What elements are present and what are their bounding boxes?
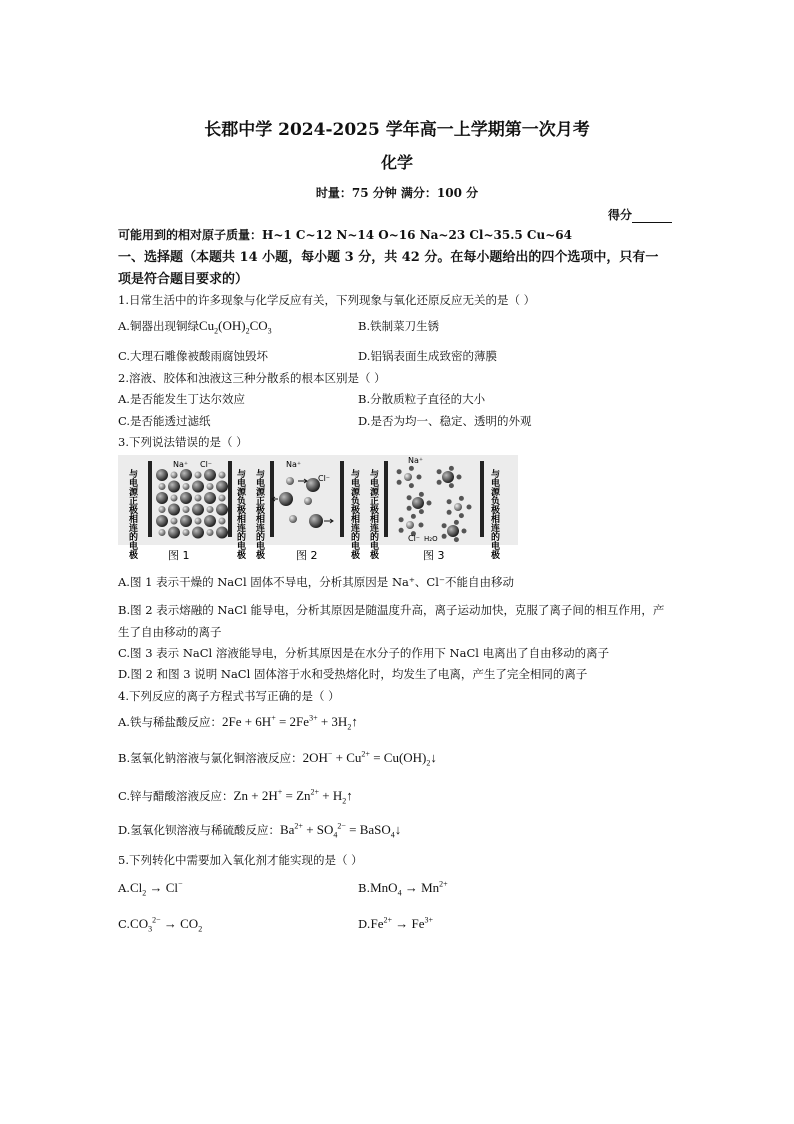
fig3-electrode-neg-label: 与电源负极相连的电极: [489, 469, 499, 559]
na-ion: [207, 483, 214, 490]
q4-option-c: [118, 788, 353, 804]
q4-option-b: [118, 750, 437, 766]
fig1-electrode-neg-label: 与电源负极相连的电极: [235, 469, 245, 559]
exam-title: 长郡中学 2024-2025 学年高一上学期第一次月考: [204, 120, 590, 140]
q4-a-text: A.铁与稀盐酸反应：: [118, 715, 222, 729]
fig1-caption: 图 1: [168, 549, 190, 562]
q3-option-a: A.图 1 表示干燥的 NaCl 固体不导电，分析其原因是 Na⁺、Cl⁻不能自由移动: [118, 575, 514, 589]
fig1-na-label: Na⁺: [173, 460, 189, 469]
water-molecule: [399, 528, 404, 533]
cl-ion: [216, 504, 228, 516]
water-molecule: [409, 483, 414, 488]
q1-a-text: A.铜器出现铜绿: [118, 319, 199, 333]
fig1-electrode-pos-label: 与电源正极相连的电极: [127, 469, 137, 559]
water-molecule: [437, 469, 442, 474]
water-molecule: [459, 513, 464, 518]
q4-b-equation: $2OH^- + Cu^{2+}$ = $Cu(OH)_2↓$: [302, 749, 437, 768]
fig2-na-label: Na⁺: [286, 460, 302, 469]
fig2-electrode-pos-label: 与电源正极相连的电极: [254, 469, 264, 559]
water-molecule: [467, 505, 472, 510]
water-molecule: [459, 496, 464, 501]
na-ion: [159, 529, 166, 536]
fig3-cl-label: Cl⁻: [408, 534, 421, 543]
cl-ion: [168, 481, 180, 493]
na-ion: [195, 495, 202, 502]
q4-d-text: D.氢氧化钡溶液与稀硫酸反应：: [118, 823, 280, 837]
fig2-right-electrode: [340, 461, 344, 537]
q5-c-formula: $CO_3^{2-} \to CO_2$: [130, 915, 203, 934]
q3-option-c: C.图 3 表示 NaCl 溶液能导电，分析其原因是在水分子的作用下 NaCl 电离出了自由移动的离子: [118, 646, 610, 660]
q3-figure: [118, 455, 518, 565]
q4-c-equation: $Zn + 2H^+ = Zn^{2+}$ + $H_2↑$: [233, 787, 353, 806]
na-ion: [195, 518, 202, 525]
section-heading-line1: 一、选择题（本题共 14 小题，每小题 3 分，共 42 分。在每小题给出的四个选项中，只有一: [118, 250, 659, 265]
q5-d-formula: $Fe^{2+} \to Fe^{3+}$: [370, 915, 433, 931]
q2-option-c: C.是否能透过滤纸: [118, 414, 211, 428]
cl-ion: [216, 527, 228, 539]
fig2-na-ion: [289, 515, 297, 523]
cl-ion: [156, 469, 168, 481]
water-molecule: [407, 495, 412, 500]
water-molecule: [419, 523, 424, 528]
fig2-cl-ion: [309, 514, 323, 528]
fig2-na-ion: [286, 477, 294, 485]
cl-ion: [180, 492, 192, 504]
cl-ion: [168, 504, 180, 516]
na-ion: [171, 495, 178, 502]
na-ion: [183, 529, 190, 536]
na-ion: [171, 518, 178, 525]
water-molecule: [454, 520, 459, 525]
q5-b-text: B.: [358, 881, 371, 895]
q4-option-a: [118, 714, 358, 730]
score-blank[interactable]: [632, 210, 672, 223]
q1-option-a: [118, 318, 272, 334]
cl-ion: [204, 492, 216, 504]
q5-b-formula: $MnO_4 \to Mn^{2+}$: [370, 879, 448, 898]
score-field: [608, 206, 672, 223]
cl-ion: [204, 515, 216, 527]
water-molecule: [442, 523, 447, 528]
water-molecule: [447, 510, 452, 515]
hydrated-na-ion: [406, 521, 414, 529]
na-ion: [195, 472, 202, 479]
water-molecule: [462, 529, 467, 534]
q5-option-c: [118, 916, 202, 932]
hydrated-na-ion: [404, 473, 412, 481]
fig2-cl-ion: [279, 492, 293, 506]
na-ion: [171, 472, 178, 479]
q3-option-b-line2: 生了自由移动的离子: [118, 625, 222, 639]
cl-ion: [216, 481, 228, 493]
q5-option-d: [358, 916, 433, 932]
fig2-cl-ion: [306, 478, 320, 492]
na-ion: [183, 483, 190, 490]
q5-stem: 5.下列转化中需要加入氧化剂才能实现的是（ ）: [118, 853, 363, 867]
na-ion: [207, 506, 214, 513]
q2-option-a: A.是否能发生丁达尔效应: [118, 392, 245, 406]
cl-ion: [180, 515, 192, 527]
q5-option-b: [358, 880, 448, 896]
q1-a-formula: $Cu_2(OH)_2CO_3$: [198, 318, 272, 336]
q5-a-formula: $Cl_2 \to Cl^-$: [129, 879, 183, 898]
na-ion: [219, 518, 226, 525]
water-molecule: [449, 466, 454, 471]
hydrated-cl-ion: [442, 471, 454, 483]
water-molecule: [397, 469, 402, 474]
water-molecule: [447, 499, 452, 504]
subject-title: 化学: [380, 153, 413, 172]
fig3-caption: 图 3: [423, 549, 445, 562]
na-ion: [207, 529, 214, 536]
q3-option-b-line1: B.图 2 表示熔融的 NaCl 能导电，分析其原因是随温度升高，离子运动加快，克服了离子间的相互作用，产: [118, 603, 665, 617]
na-ion: [159, 483, 166, 490]
water-molecule: [419, 492, 424, 497]
water-molecule: [449, 483, 454, 488]
cl-ion: [180, 469, 192, 481]
cl-ion: [192, 481, 204, 493]
q4-d-equation: $Ba^{2+} + SO_4^{2-}$ = BaSO$_4$↓: [279, 821, 402, 840]
q3-option-d: D.图 2 和图 3 说明 NaCl 固体溶于水和受热熔化时，均发生了电离，产生了完全相同的离子: [118, 667, 588, 681]
fig2-cl-label: Cl⁻: [318, 474, 331, 483]
fig1-left-electrode: [148, 461, 152, 537]
cl-ion: [192, 527, 204, 539]
fig2-electrode-neg-label: 与电源负极相连的电极: [349, 469, 359, 559]
hydrated-cl-ion: [412, 497, 424, 509]
q5-a-text: A.: [118, 881, 130, 895]
atomic-masses: 可能用到的相对原子质量：H~1 C~12 N~14 O~16 Na~23 Cl~35.5 Cu~64: [118, 228, 572, 242]
na-ion: [219, 495, 226, 502]
fig3-na-label: Na⁺: [408, 456, 424, 465]
na-ion: [159, 506, 166, 513]
fig1-cl-label: Cl⁻: [200, 460, 213, 469]
water-molecule: [407, 506, 412, 511]
water-molecule: [454, 537, 459, 542]
water-molecule: [411, 514, 416, 519]
cl-ion: [168, 527, 180, 539]
q2-option-d: D.是否为均一、稳定、透明的外观: [358, 414, 532, 428]
score-label: 得分: [608, 208, 633, 222]
q5-c-text: C.: [118, 917, 131, 931]
hydrated-cl-ion: [447, 525, 459, 537]
water-molecule: [442, 534, 447, 539]
q5-option-a: [118, 880, 183, 896]
cl-ion: [156, 492, 168, 504]
q3-stem: 3.下列说法错误的是（ ）: [118, 435, 248, 449]
water-molecule: [457, 475, 462, 480]
q1-stem: 1.日常生活中的许多现象与化学反应有关，下列现象与氧化还原反应无关的是（ ）: [118, 293, 536, 307]
water-molecule: [399, 517, 404, 522]
na-ion: [219, 472, 226, 479]
fig3-h2o-label: H₂O: [424, 535, 438, 543]
water-molecule: [419, 509, 424, 514]
q1-option-c: C.大理石雕像被酸雨腐蚀毁坏: [118, 349, 269, 363]
fig3-left-electrode: [384, 461, 388, 537]
section-heading-line2: 项是符合题目要求的）: [118, 272, 249, 287]
fig1-right-electrode: [228, 461, 232, 537]
q1-option-b: B.铁制菜刀生锈: [358, 319, 440, 333]
q4-stem: 4.下列反应的离子方程式书写正确的是（ ）: [118, 689, 340, 703]
water-molecule: [409, 466, 414, 471]
q4-a-equation: $2Fe + 6H^+ = 2Fe^{3+}$ + $3H_2↑$: [221, 713, 358, 732]
q5-d-text: D.: [358, 917, 371, 931]
cl-ion: [192, 504, 204, 516]
water-molecule: [437, 480, 442, 485]
hydrated-na-ion: [454, 503, 462, 511]
q4-c-text: C.锌与醋酸溶液反应：: [118, 789, 234, 803]
time-score-line: 时量：75 分钟 满分：100 分: [315, 186, 479, 200]
water-molecule: [417, 475, 422, 480]
fig2-na-ion: [304, 497, 312, 505]
q2-stem: 2.溶液、胶体和浊液这三种分散系的根本区别是（ ）: [118, 371, 386, 385]
cl-ion: [204, 469, 216, 481]
q4-option-d: [118, 822, 401, 838]
fig3-right-electrode: [480, 461, 484, 537]
water-molecule: [427, 501, 432, 506]
na-ion: [183, 506, 190, 513]
q1-option-d: D.铝锅表面生成致密的薄膜: [358, 349, 497, 363]
fig3-electrode-pos-label: 与电源正极相连的电极: [368, 469, 378, 559]
water-molecule: [397, 480, 402, 485]
fig2-caption: 图 2: [296, 549, 318, 562]
q4-b-text: B.氢氧化钠溶液与氯化铜溶液反应：: [118, 751, 303, 765]
cl-ion: [156, 515, 168, 527]
q2-option-b: B.分散质粒子直径的大小: [358, 392, 486, 406]
